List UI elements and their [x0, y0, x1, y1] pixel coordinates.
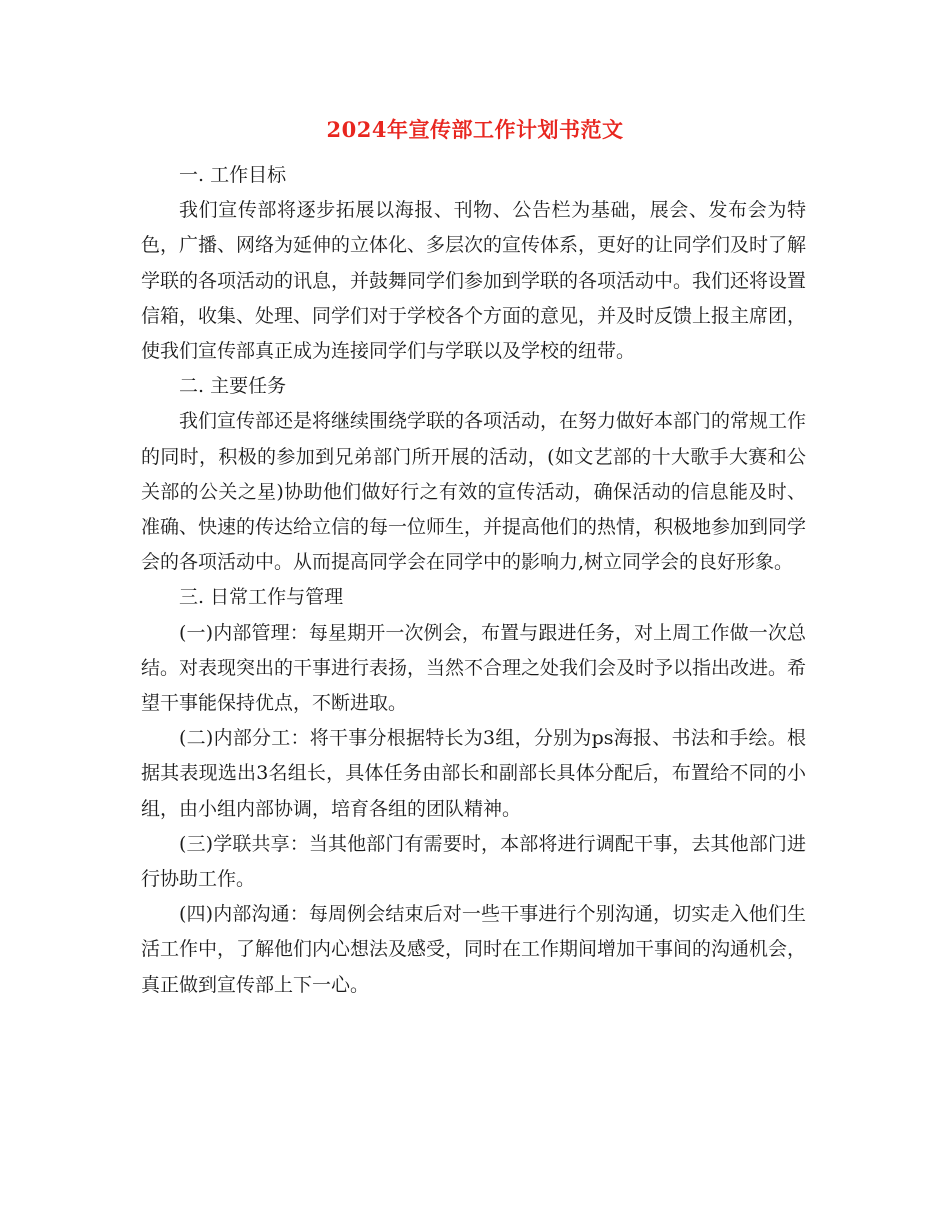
- paragraph-internal-division: (二)内部分工：将干事分根据特长为3组，分别为ps海报、书法和手绘。根据其表现选出3名组长，具体任务由部长和副部长具体分配后，布置给不同的小组，由小组内部协调，培育各组的团队精神。: [141, 727, 806, 820]
- paragraph-internal-communication: (四)内部沟通：每周例会结束后对一些干事进行个别沟通，切实走入他们生活工作中，了解他们内心想法及感受，同时在工作期间增加干事间的沟通机会，真正做到宣传部上下一心。: [141, 903, 807, 996]
- paragraph-union-sharing: (三)学联共享：当其他部门有需要时，本部将进行调配干事，去其他部门进行协助工作。: [141, 832, 806, 891]
- section-heading-goals: 一. 工作目标: [179, 164, 287, 186]
- paragraph-tasks: 我们宣传部还是将继续围绕学联的各项活动，在努力做好本部门的常规工作的同时，积极的参加到兄弟部门所开展的活动，(如文艺部的十大歌手大赛和公关部的公关之星)协助他们做好行之有效的宣传活动，确保活动的信息能及时、准确、快速的传达给立信的每一位师生，并提高他们的热情，积极地参加到同学会的各项活动中。从而提高同学会在同学中的影响力,树立同学会的良好形象。: [141, 410, 807, 574]
- paragraph-goals: 我们宣传部将逐步拓展以海报、刊物、公告栏为基础，展会、发布会为特色，广播、网络为延伸的立体化、多层次的宣传体系，更好的让同学们及时了解学联的各项活动的讯息，并鼓舞同学们参加到学联的各项活动中。我们还将设置信箱，收集、处理、同学们对于学校各个方面的意见，并及时反馈上报主席团，使我们宣传部真正成为连接同学们与学联以及学校的纽带。: [141, 199, 807, 363]
- document-body: [141, 158, 806, 1003]
- section-heading-daily-work: 三. 日常工作与管理: [179, 586, 344, 609]
- paragraph-internal-management: (一)内部管理：每星期开一次例会，布置与跟进任务，对上周工作做一次总结。对表现突出的干事进行表扬，当然不合理之处我们会及时予以指出改进。希望干事能保持优点，不断进取。: [141, 621, 807, 715]
- section-heading-tasks: 二. 主要任务: [179, 375, 287, 398]
- document-title: 2024年宣传部工作计划书范文: [326, 117, 624, 142]
